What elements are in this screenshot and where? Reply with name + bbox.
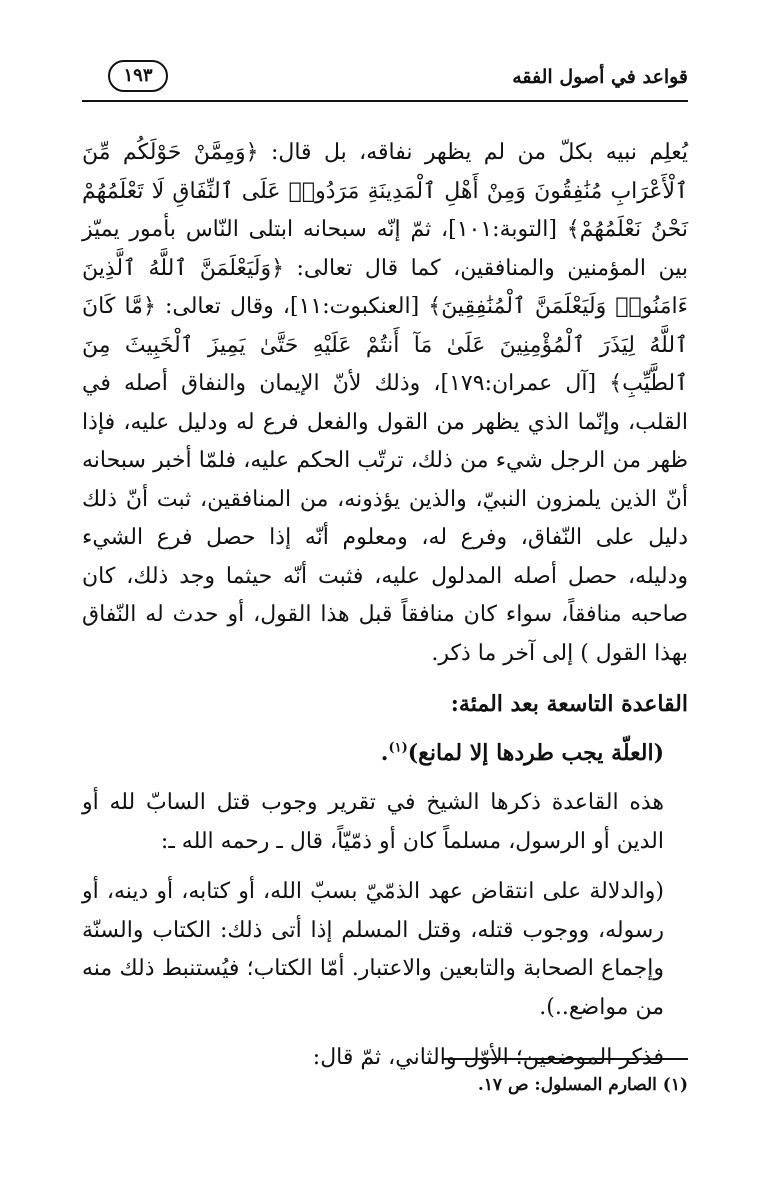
paragraph-continuation: فذكر الموضعين؛ الأوّل والثاني، ثمّ قال: — [312, 1045, 664, 1070]
rule-end: . — [380, 739, 389, 766]
rule-statement — [82, 734, 688, 773]
section-heading: القاعدة التاسعة بعد المئة: — [450, 691, 688, 717]
main-text — [82, 134, 688, 1078]
footnote-ref: (١) — [388, 740, 408, 756]
paragraph-quotation: (والدلالة على انتقاض عهد الذمّيّ بسبّ الله، أو كتابه، أو دينه، أو رسوله، ووجوب قتله، وقتل المسلم إذا أتى ذلك: الكتاب والسنّة وإجماع الصحابة والتابعين والاعتبار. أمّا الكتاب؛ فيُستنبط ذلك منه من مواضع..). — [82, 879, 664, 1020]
rule-text: (العلّة يجب طردها إلا لمانع) — [407, 739, 664, 766]
paragraph-quran-discussion: يُعلِم نبيه بكلّ من لم يظهر نفاقه، بل قال: ﴿وَمِمَّنْ حَوْلَكُم مِّنَ ٱلْأَعْرَابِ مُنَٰفِقُونَ وَمِنْ أَهْلِ ٱلْمَدِينَةِ مَرَدُوا۟ عَلَى ٱلنِّفَاقِ لَا تَعْلَمُهُمْ نَحْنُ نَعْلَمُهُمْ﴾ [التوبة:١٠١]، ثمّ إنّه سبحانه ابتلى النّاس بأمور يميّز بين المؤمنين والمنافقين، كما قال تعالى: ﴿وَلَيَعْلَمَنَّ ٱللَّهُ ٱلَّذِينَ ءَامَنُوا۟ وَلَيَعْلَمَنَّ ٱلْمُنَٰفِقِينَ﴾ [العنكبوت:١١]، وقال تعالى: ﴿مَّا كَانَ ٱللَّهُ لِيَذَرَ ٱلْمُؤْمِنِينَ عَلَىٰ مَآ أَنتُمْ عَلَيْهِ حَتَّىٰ يَمِيزَ ٱلْخَبِيثَ مِنَ ٱلطَّيِّبِ﴾ [آل عمران:١٧٩]، وذلك لأنّ الإيمان والنفاق أصله في القلب، وإنّما الذي يظهر من القول والفعل فرع له ودليل عليه، فإذا ظهر من الرجل شيء من ذلك، ترتّب الحكم عليه، فلمّا أخبر سبحانه أنّ الذين يلمزون النبيّ، والذين يؤذونه، من المنافقين، ثبت أنّ ذلك دليل على النّفاق، وفرع له، ومعلوم أنّه إذا حصل فرع الشيء ودليله، حصل أصله المدلول عليه، فثبت أنّه حيثما وجد ذلك، كان صاحبه منافقاً، سواء كان منافقاً قبل هذا القول، أو حدث له النّفاق بهذا القول ) إلى آخر ما ذكر. — [82, 140, 689, 666]
footnote: (١) الصارم المسلول: ص ١٧. — [477, 1075, 688, 1095]
footnote-rule — [442, 1058, 688, 1060]
paragraph-rule-context: هذه القاعدة ذكرها الشيخ في تقرير وجوب قتل السابّ لله أو الدين أو الرسول، مسلماً كان أو ذمّيّاً، قال ـ رحمه الله ـ: — [82, 790, 664, 854]
page-number: ١٩٣ — [108, 60, 168, 92]
book-title: قواعد في أصول الفقه — [512, 66, 688, 88]
header-rule — [82, 100, 688, 102]
